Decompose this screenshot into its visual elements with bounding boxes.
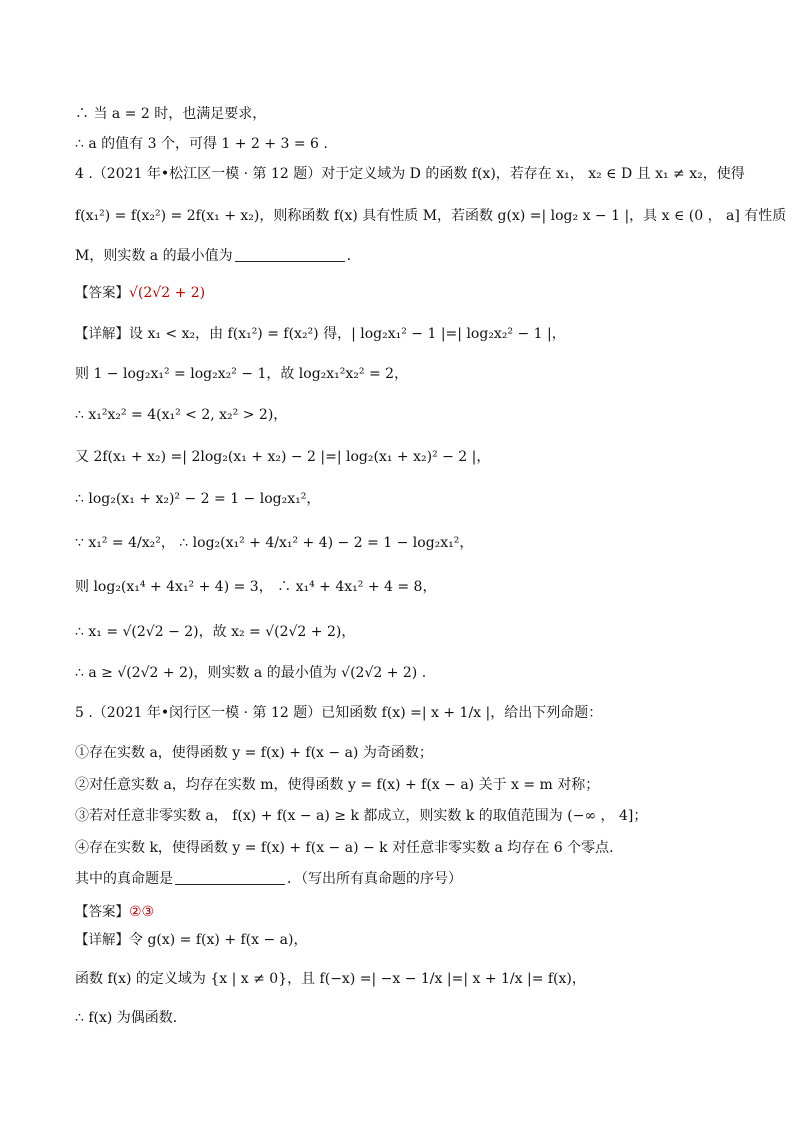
- text-line: [75, 532, 754, 554]
- text-line: [75, 837, 754, 859]
- text-line: [75, 968, 754, 990]
- line-text: ④存在实数 k，使得函数 y = f(x) + f(x − a) − k 对任意非零实数 a 均存在 6 个零点．: [75, 840, 624, 856]
- line-text: ③若对任意非零实数 a， f(x) + f(x − a) ≥ k 都成立，则实数 k 的取值范围为 (−∞ ， 4]；: [75, 808, 648, 824]
- line-text: 又 2f(x₁ + x₂) =| 2log₂(x₁ + x₂) − 2 |=| log₂(x₁ + x₂)² − 2 |，: [75, 449, 491, 465]
- text-line: [75, 774, 754, 796]
- text-line: [75, 929, 754, 951]
- line-text: ∴ a ≥ √(2√2 + 2)，则实数 a 的最小值为 √(2√2 + 2) .: [75, 665, 427, 681]
- line-text: ∴ log₂(x₁ + x₂)² − 2 = 1 − log₂x₁²，: [75, 491, 321, 507]
- line-text: ∵ x₁² = 4/x₂²， ∴ log₂(x₁² + 4/x₁² + 4) − 2 = 1 − log₂x₁²，: [75, 535, 474, 551]
- text-line: [75, 702, 754, 724]
- line-text: 则 log₂(x₁⁴ + 4x₁² + 4) = 3， ∴ x₁⁴ + 4x₁² + 4 = 8，: [75, 579, 437, 595]
- text-line: [75, 363, 754, 385]
- line-text: ∴ a 的值有 3 个，可得 1 + 2 + 3 = 6 .: [75, 136, 328, 152]
- answer-text: √(2√2 + 2): [129, 285, 206, 301]
- line-text: 其中的真命题是: [75, 871, 173, 887]
- line-text: 4 .（2021 年•松江区一模 · 第 12 题）对于定义域为 D 的函数 f(x)，若存在 x₁， x₂ ∈ D 且 x₁ ≠ x₂，使得: [75, 166, 745, 182]
- text-line: [75, 805, 754, 827]
- section-label: 【答案】: [75, 285, 129, 301]
- line-text: 则 1 − log₂x₁² = log₂x₂² − 1，故 log₂x₁²x₂² = 2，: [75, 366, 409, 382]
- line-text: ②对任意实数 a，均存在实数 m，使得函数 y = f(x) + f(x − a) 关于 x = m 对称；: [75, 777, 600, 793]
- text-line: [75, 868, 754, 890]
- text-line: [75, 245, 754, 267]
- text-line: [75, 742, 754, 764]
- line-text: M，则实数 a 的最小值为: [75, 248, 233, 264]
- answer-text: ②③: [129, 904, 155, 920]
- line-text: 5 .（2021 年•闵行区一模 · 第 12 题）已知函数 f(x) =| x + 1/x |，给出下列命题：: [75, 705, 603, 721]
- text-line: [75, 133, 754, 155]
- line-text: 函数 f(x) 的定义域为 {x | x ≠ 0}，且 f(−x) =| −x − 1/x |=| x + 1/x |= f(x)，: [75, 971, 586, 987]
- text-line: [75, 323, 754, 345]
- line-text: ∴ f(x) 为偶函数．: [75, 1010, 187, 1026]
- text-line: [75, 488, 754, 510]
- line-text: 设 x₁ < x₂，由 f(x₁²) = f(x₂²) 得，| log₂x₁² − 1 |=| log₂x₂² − 1 |，: [129, 326, 566, 342]
- text-line: [75, 621, 754, 643]
- answer-blank: [235, 247, 345, 262]
- section-label: 【答案】: [75, 904, 129, 920]
- line-text: f(x₁²) = f(x₂²) = 2f(x₁ + x₂)，则称函数 f(x) 具有性质 M，若函数 g(x) =| log₂ x − 1 |，具 x ∈ (0 ， a] 有性质: [75, 208, 787, 224]
- section-label: 【详解】: [75, 326, 129, 342]
- text-line: [75, 404, 754, 426]
- answer-blank: [175, 870, 285, 885]
- line-text: ∴ x₁ = √(2√2 − 2)，故 x₂ = √(2√2 + 2)，: [75, 624, 356, 640]
- text-line: [75, 446, 754, 468]
- line-text: 令 g(x) = f(x) + f(x − a)，: [129, 932, 308, 948]
- line-text: ∴ x₁²x₂² = 4(x₁² < 2, x₂² > 2)，: [75, 407, 288, 423]
- text-line: [75, 662, 754, 684]
- text-line: [75, 282, 754, 304]
- text-line: [75, 205, 787, 227]
- text-line: [75, 163, 754, 185]
- text-line: [75, 901, 754, 923]
- line-text: ①存在实数 a，使得函数 y = f(x) + f(x − a) 为奇函数；: [75, 745, 433, 761]
- line-text: ∴ 当 a = 2 时，也满足要求，: [75, 106, 267, 122]
- text-line: [75, 1007, 754, 1029]
- line-text: .: [346, 248, 352, 264]
- text-line: [75, 103, 754, 125]
- line-text: ．（写出所有真命题的序号）: [287, 871, 462, 887]
- section-label: 【详解】: [75, 932, 129, 948]
- text-line: [75, 576, 754, 598]
